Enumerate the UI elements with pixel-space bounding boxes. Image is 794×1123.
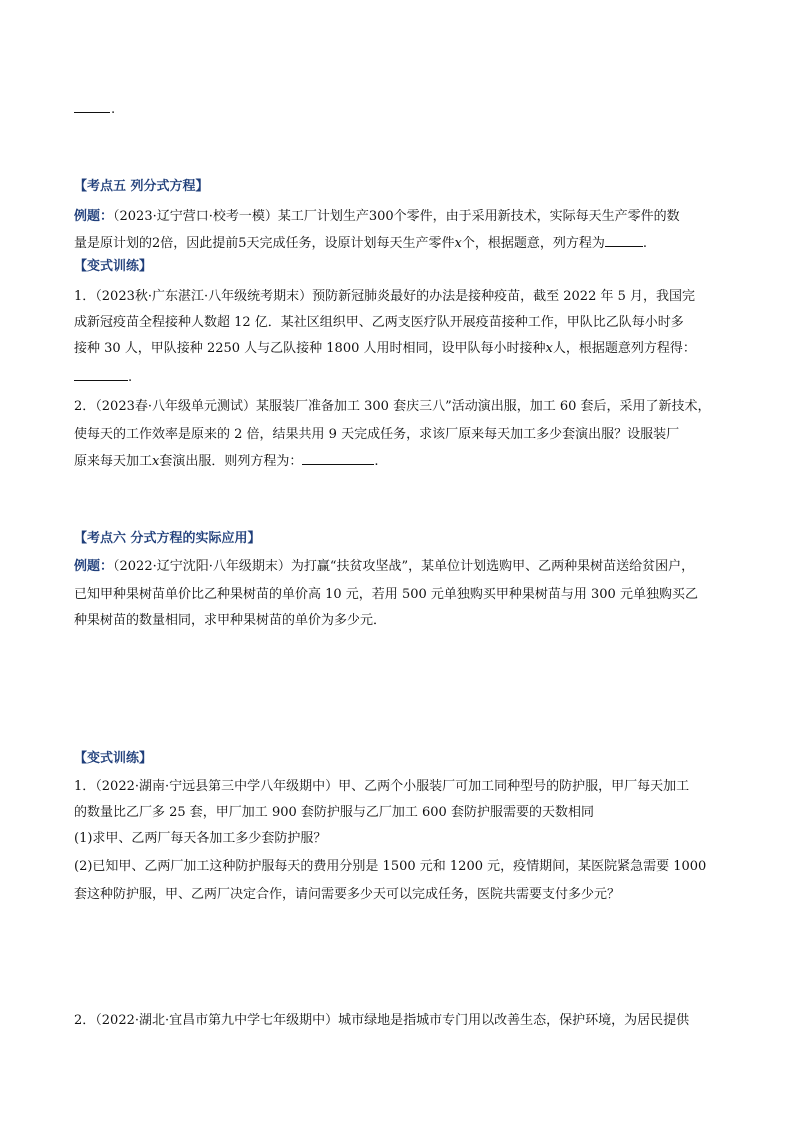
section5-example-line1: 例题：（2023·辽宁营口·校考一模）某工厂计划生产300个零件，由于采用新技术，实际每天生产零件的数 xyxy=(74,209,680,224)
section5-q2-line2: 使每天的工作效率是原来的 2 倍，结果共用 9 天完成任务，求该厂原来每天加工多少套演出服？设服装厂 xyxy=(74,427,680,442)
answer-blank[interactable] xyxy=(302,452,374,465)
section6-q1-sub1: (1)求甲、乙两厂每天各加工多少套防护服？ xyxy=(74,831,327,846)
section6-q2-line1: 2．（2022·湖北·宜昌市第九中学七年级期中）城市绿地是指城市专门用以改善生态，保护环境，为居民提供 xyxy=(74,1013,690,1028)
section5-q1-line2: 成新冠疫苗全程接种人数超 12 亿．某社区组织甲、乙两支医疗队开展疫苗接种工作，甲队比乙队每小时多 xyxy=(74,315,684,330)
section6-example-line2: 已知甲种果树苗单价比乙种果树苗的单价高 10 元，若用 500 元单独购买甲种果树苗与用 300 元单独购买乙 xyxy=(74,587,698,602)
section5-q1-line3: 接种 30 人，甲队接种 2250 人与乙队接种 1800 人用时相同，设甲队每小时接种x人，根据题意列方程得： xyxy=(74,341,696,356)
answer-blank[interactable] xyxy=(605,234,643,247)
section6-example-line1: 例题：（2022·辽宁沈阳·八年级期末）为打赢“扶贫攻坚战”，某单位计划选购甲、乙两种果树苗送给贫困户， xyxy=(74,559,695,574)
section6-q1-line2: 的数量比乙厂多 25 套，甲厂加工 900 套防护服与乙厂加工 600 套防护服需要的天数相同 xyxy=(74,805,594,820)
section6-q1-sub2-line2: 套这种防护服，甲、乙两厂决定合作，请问需要多少天可以完成任务，医院共需要支付多少元？ xyxy=(74,887,621,902)
section5-q2-line1: 2．（2023春·八年级单元测试）某服装厂准备加工 300 套庆三八”活动演出服，加工 60 套后，采用了新技术， xyxy=(74,399,711,414)
answer-blank[interactable] xyxy=(74,368,128,381)
example-label: 例题： xyxy=(74,559,114,574)
carryover-answer-line: . xyxy=(74,100,722,119)
section6-practice-title: 【变式训练】 xyxy=(74,751,153,766)
section5-q2-line3: 原来每天加工x套演出服．则列方程为： . xyxy=(74,454,379,469)
answer-blank[interactable] xyxy=(74,100,110,113)
section5-q1-line1: 1．（2023秋·广东湛江·八年级统考期末）预防新冠肺炎最好的办法是接种疫苗，截至 2022 年 5 月，我国完 xyxy=(74,289,696,304)
section6-example-line3: 种果树苗的数量相同，求甲种果树苗的单价为多少元． xyxy=(74,613,387,628)
section5-title: 【考点五 列分式方程】 xyxy=(74,179,209,194)
section6-q1-sub2-line1: (2)已知甲、乙两厂加工这种防护服每天的费用分别是 1500 元和 1200 元，疫情期间，某医院紧急需要 1000 xyxy=(74,859,707,874)
section6-title: 【考点六 分式方程的实际应用】 xyxy=(74,531,261,546)
section6-q1-line1: 1．（2022·湖南·宁远县第三中学八年级期中）甲、乙两个小服装厂可加工同种型号的防护服，甲厂每天加工 xyxy=(74,779,690,794)
section5-practice-title: 【变式训练】 xyxy=(74,259,153,274)
section5-q1-answer: . xyxy=(74,368,722,387)
example-label: 例题： xyxy=(74,209,114,224)
section5-example-line2: 量是原计划的2倍，因此提前5天完成任务，设原计划每天生产零件x个，根据题意，列方程为 . xyxy=(74,236,648,251)
